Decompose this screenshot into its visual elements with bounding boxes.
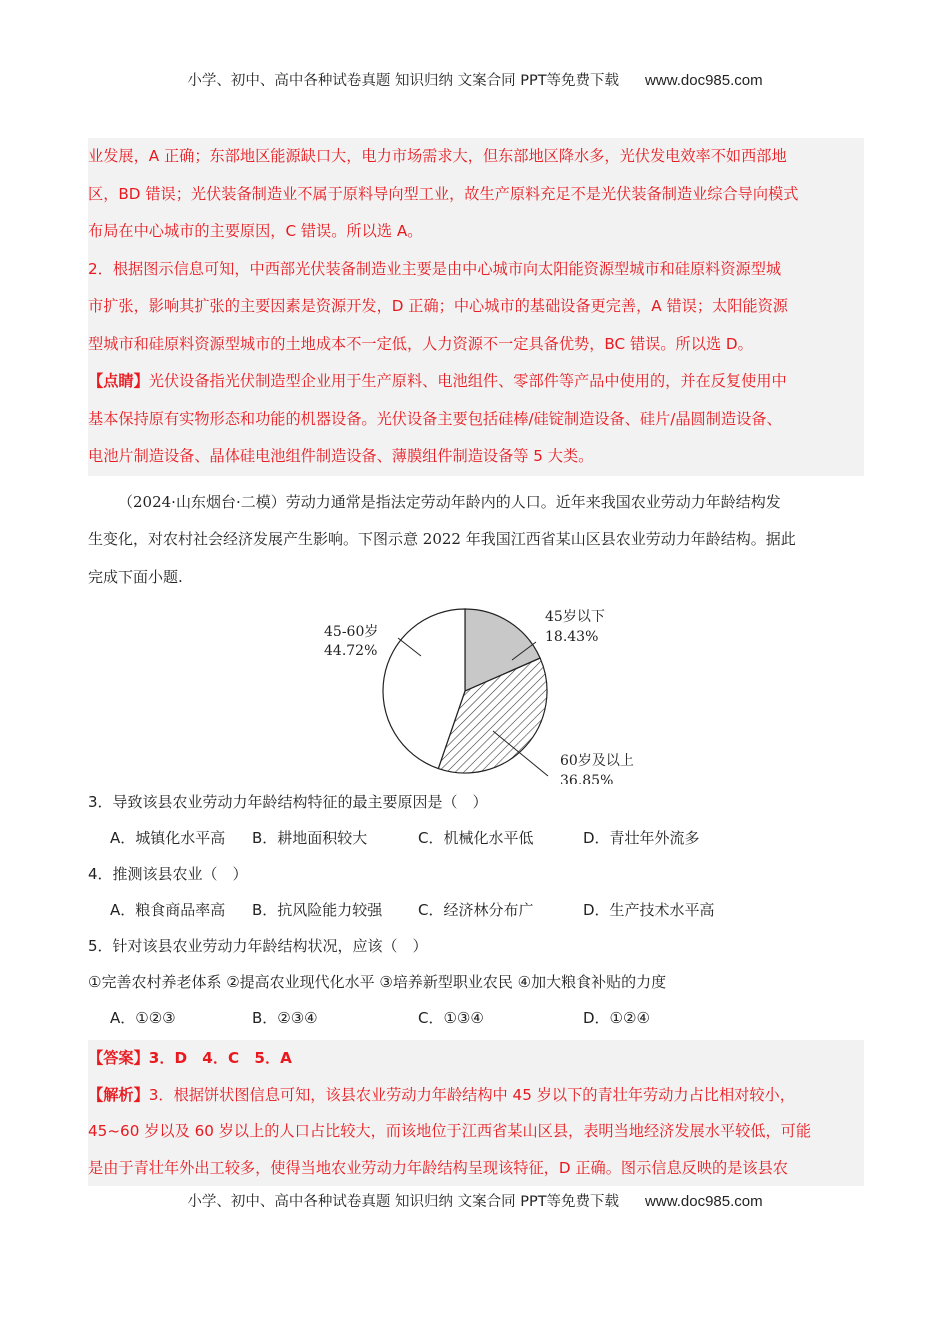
option-d[interactable]: D．①②④ [583, 1009, 650, 1027]
option-c[interactable]: C．①③④ [418, 1009, 484, 1027]
slice-label: 45岁以下 [545, 609, 605, 625]
header-text: 小学、初中、高中各种试卷真题 知识归纳 文案合同 PPT等免费下载 [187, 73, 620, 89]
options-row [88, 1000, 864, 1036]
option-b[interactable]: B．②③④ [252, 1009, 318, 1027]
header-site-link[interactable]: www.doc985.com [645, 72, 763, 89]
option-a[interactable]: A．城镇化水平高 [110, 829, 226, 847]
analysis-top [88, 138, 864, 476]
option-a[interactable]: A．①②③ [110, 1009, 176, 1027]
slice-label: 60岁及以上 [560, 753, 634, 769]
explain-label: 【解析】 [88, 1085, 149, 1104]
explain-line: 45~60 岁以及 60 岁以上的人口占比较大，而该地位于江西省某山区县，表明当地经济发展水平较低，可能 [88, 1122, 812, 1140]
analysis-line: 型城市和硅原料资源型城市的土地成本不一定低，人力资源不一定具备优势，BC 错误。所以选 D。 [88, 334, 753, 353]
option-b[interactable]: B．抗风险能力较强 [252, 901, 383, 919]
question-stem-line: 3．导致该县农业劳动力年龄结构特征的最主要原因是（ ） [88, 793, 488, 811]
stem-line: 完成下面小题. [88, 567, 183, 586]
analysis-line: 区，BD 错误；光伏装备制造业不属于原料导向型工业，故生产原料充足不是光伏装备制造业综合导向模式 [88, 184, 799, 203]
question-statements: ①完善农村养老体系 ②提高农业现代化水平 ③培养新型职业农民 ④加大粮食补贴的力度 [88, 973, 667, 991]
options-row [88, 892, 864, 928]
tip-label: 【点睛】 [88, 372, 149, 390]
question-stem-line: 5．针对该县农业劳动力年龄结构状况，应该（ ） [88, 937, 428, 955]
page-header [0, 69, 950, 90]
analysis-line: 业发展，A 正确；东部地区能源缺口大，电力市场需求大，但东部地区降水多，光伏发电效率不如西部地 [88, 147, 787, 165]
analysis-line: 布局在中心城市的主要原因，C 错误。所以选 A。 [88, 222, 423, 240]
explain-line: 是由于青壮年外出工较多，使得当地农业劳动力年龄结构呈现该特征，D 正确。图示信息反映的是该县农 [88, 1158, 788, 1177]
explain-line: 3．根据饼状图信息可知，该县农业劳动力年龄结构中 45 岁以下的青壮年劳动力占比相对较小， [148, 1085, 795, 1104]
option-c[interactable]: C．经济林分布广 [418, 901, 534, 919]
question-stem [88, 484, 864, 597]
stem-line: （2024·山东烟台·二模）劳动力通常是指法定劳动年龄内的人口。近年来我国农业劳动力年龄结构发 [118, 492, 781, 511]
question-4 [88, 856, 864, 928]
option-b[interactable]: B．耕地面积较大 [252, 829, 368, 847]
slice-value: 44.72% [324, 643, 378, 659]
question-3 [88, 784, 864, 856]
options-row [88, 820, 864, 856]
slice-label: 45-60岁 [324, 624, 379, 640]
pie-chart-svg [88, 596, 864, 784]
slice-value: 18.43% [545, 629, 599, 645]
answer-block [88, 1040, 864, 1186]
analysis-line: 市扩张，影响其扩张的主要因素是资源开发，D 正确；中心城市的基础设备更完善，A 错误；太阳能资源 [88, 297, 788, 315]
option-d[interactable]: D．青壮年外流多 [583, 829, 700, 847]
footer-text: 小学、初中、高中各种试卷真题 知识归纳 文案合同 PPT等免费下载 [187, 1194, 620, 1210]
tip-line: 基本保持原有实物形态和功能的机器设备。光伏设备主要包括硅棒/硅锭制造设备、硅片/晶圆制造设备、 [88, 409, 782, 428]
option-d[interactable]: D．生产技术水平高 [583, 901, 715, 919]
answer-text: 3．D 4．C 5．A [148, 1049, 292, 1067]
analysis-line: 2．根据图示信息可知，中西部光伏装备制造业主要是由中心城市向太阳能资源型城市和硅原料资源型城 [88, 259, 782, 278]
pie-chart [88, 596, 864, 784]
tip-line [88, 363, 864, 401]
footer-site-link[interactable]: www.doc985.com [645, 1193, 763, 1210]
slice-value: 36.85% [560, 773, 614, 784]
tip-text: 光伏设备指光伏制造型企业用于生产原料、电池组件、零部件等产品中使用的，并在反复使用中 [148, 372, 787, 390]
answer-label: 【答案】 [88, 1049, 149, 1067]
option-c[interactable]: C．机械化水平低 [418, 829, 534, 847]
option-a[interactable]: A．粮食商品率高 [110, 901, 226, 919]
question-stem-line: 4．推测该县农业（ ） [88, 865, 248, 883]
page-content [88, 138, 864, 1186]
question-5 [88, 928, 864, 1036]
stem-line: 生变化，对农村社会经济发展产生影响。下图示意 2022 年我国江西省某山区县农业劳动力年龄结构。据此 [88, 530, 796, 548]
page-footer [0, 1190, 950, 1211]
tip-line: 电池片制造设备、晶体硅电池组件制造设备、薄膜组件制造设备等 5 大类。 [88, 447, 594, 465]
